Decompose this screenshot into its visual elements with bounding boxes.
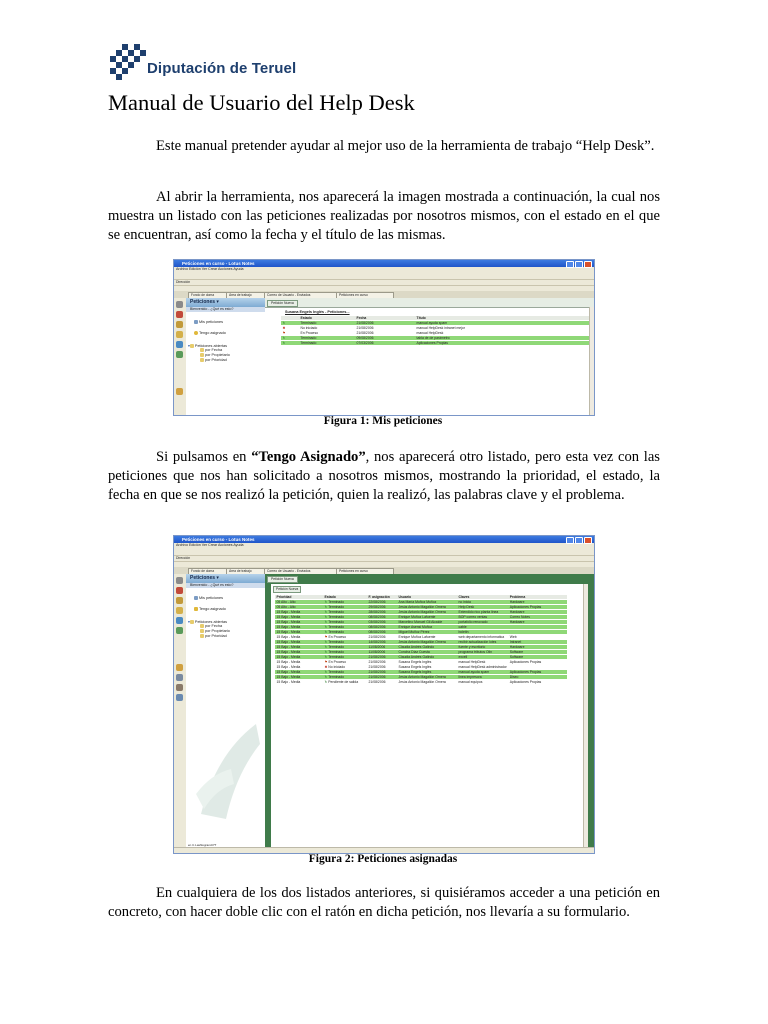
table-cell: 15 Bajo - Media (275, 615, 323, 620)
table-cell: Diseo (508, 675, 567, 680)
table-cell: 22/08/2006 (367, 600, 397, 605)
table-cell: 08/08/2006 (367, 630, 397, 635)
table-cell: 03/08/2006 (367, 620, 397, 625)
table-cell: ↻ Terminado (323, 620, 367, 625)
diputacion-logo-icon (108, 44, 152, 80)
nav-peticiones-abiertas: ▾ Peticiones abiertas (188, 620, 227, 624)
nav-por-propietario: por Propietario (200, 629, 230, 633)
database-icon (176, 684, 183, 691)
window-title: Peticiones en curso - Lotus Notes (174, 536, 594, 543)
table-cell: Aplicaciones Propias (508, 680, 567, 685)
tab-area-trabajo: Área de trabajo (226, 292, 266, 299)
table-cell: excell (457, 655, 508, 660)
table-cell: manual HelpDesk intranet mejor (415, 326, 593, 331)
background-decoration-icon (196, 714, 262, 824)
paragraph-double-click: En cualquiera de los dos listados anteriores, si quisiéramos acceder a una petición en concreto, con hacer doble clic con el ratón en dicha petición, nos llevaría a su formulario. (108, 885, 660, 920)
column-header: Prioridad (275, 595, 323, 600)
column-header: F. asignación (367, 595, 397, 600)
table-cell: 05 Alto - Alto (275, 600, 323, 605)
table-cell: recibir actualización lotes (457, 640, 508, 645)
table-cell: 05 Alto - Alto (275, 605, 323, 610)
finished-icon: ↻ (324, 630, 329, 634)
column-header: Fecha (355, 316, 415, 321)
todo-icon (176, 617, 183, 624)
folder-icon (190, 344, 194, 348)
table-cell: 21/08/2006 (355, 326, 415, 331)
folder-icon (200, 348, 204, 352)
finished-icon: ↻ (324, 645, 329, 649)
paragraph-tengo-asignado: Si pulsamos en “Tengo Asignado”, nos aparecerá otro listado, pero esta vez con las peticiones que nos han solicitado a nosotros mismos, mostrando la prioridad, el estado, la fecha en que se nos realizó la petición, quien la realizó, las palabras clave y el problema. (108, 449, 660, 503)
table-cell: Ana María Muñoz Muñoz (397, 600, 457, 605)
column-header: Problema (508, 595, 567, 600)
contacts-icon (176, 331, 183, 338)
nav-por-propietario: por Propietario (200, 353, 230, 357)
table-cell: Miguel Muñoz Pérez (397, 630, 457, 635)
tab-correo: Correo de Usuario - Enviados (264, 568, 338, 575)
home-icon (176, 301, 183, 308)
not-started-icon: ✖ (324, 665, 329, 669)
table-cell: cable (457, 625, 508, 630)
table-cell: 15 Bajo - Media (275, 670, 323, 675)
finished-icon: ↻ (324, 605, 329, 609)
todo-icon (176, 341, 183, 348)
table-cell: Hardware (508, 600, 567, 605)
table-cell: Web (508, 635, 567, 640)
in-progress-icon: ⚑ (324, 635, 329, 639)
tab-fondo: Fondo de doma (188, 568, 228, 575)
table-cell: 15 Bajo - Media (275, 660, 323, 665)
address-bar: Dirección (174, 555, 594, 562)
folder-icon (200, 629, 204, 633)
table-cell: ⚑ En Proceso (323, 635, 367, 640)
table-row[interactable] (275, 680, 567, 685)
panel-title: Peticiones ▾ (186, 298, 265, 307)
table-cell: boletin (457, 630, 508, 635)
home-icon (176, 577, 183, 584)
nav-tengo-asignado: Tengo asignado (194, 331, 226, 335)
table-cell: 21/08/2006 (367, 655, 397, 660)
vertical-scrollbar (589, 307, 594, 415)
table-cell: ↻ Terminado (323, 630, 367, 635)
table-cell: 21/08/2006 (367, 675, 397, 680)
nav-por-fecha: por Fecha (200, 348, 222, 352)
nav-mis-peticiones: Mis peticiones (194, 596, 223, 600)
table-cell: Enrique Muñoz Lafuente (397, 615, 457, 620)
favorites-icon (176, 664, 183, 671)
table-cell: 15 Bajo - Media (275, 635, 323, 640)
table-cell: Concha Díaz Cuesta (397, 650, 457, 655)
table-cell: Susana Engels Inglés (397, 660, 457, 665)
new-request-button: Petición Nueva (267, 576, 298, 583)
nav-por-fecha: por Fecha (200, 624, 222, 628)
folder-icon (190, 620, 194, 624)
table-cell: ↻ Terminado (323, 610, 367, 615)
column-header: Usuario (397, 595, 457, 600)
finished-icon: ↻ (281, 321, 299, 326)
menu-bar: Archivo Edición Ver Crear Acciones Ayuda (176, 267, 244, 271)
panel-welcome: Bienvenido - ¿Qué es esto? (186, 583, 265, 588)
table-cell: 15 Bajo - Media (275, 630, 323, 635)
table-cell: Claudia Andrés Galindo (397, 645, 457, 650)
calendar-icon (176, 321, 183, 328)
table-cell: Help Desk (457, 605, 508, 610)
table-cell: Aplicaciones Propias (508, 670, 567, 675)
new-request-button: Petición Nueva (267, 300, 298, 307)
table-cell: ↻ Terminado (323, 615, 367, 620)
table-cell: 21/08/2006 (367, 680, 397, 685)
table-cell: 08/08/2006 (367, 625, 397, 630)
table-cell: En Proceso (299, 331, 355, 336)
table-cell: 15 Bajo - Media (275, 680, 323, 685)
table-cell: Jesús Antonio Magallón Ornera (397, 640, 457, 645)
table-cell: Susana Engels Inglés (397, 670, 457, 675)
nav-por-prioridad: por Prioridad (200, 634, 227, 638)
table-cell: Software (508, 650, 567, 655)
table-cell: Software (508, 655, 567, 660)
table-cell: Enrique Muñoz Lafuente (397, 635, 457, 640)
table-cell: 15 Bajo - Media (275, 620, 323, 625)
calendar-icon (176, 597, 183, 604)
column-header: Estado (299, 316, 355, 321)
table-cell: Extendido rico planta linea (457, 610, 508, 615)
finished-icon: ↻ (324, 620, 329, 624)
finished-icon: ↻ (324, 670, 329, 674)
table-cell: Terminado (299, 341, 355, 346)
mail-icon (176, 587, 183, 594)
panel-title: Peticiones ▾ (186, 574, 265, 583)
table-cell: ↻ Terminado (323, 605, 367, 610)
finished-icon: ↻ (281, 341, 299, 346)
table-cell: Aplicaciones Propias (508, 605, 567, 610)
finished-icon: ↻ (324, 655, 329, 659)
table-cell: Hardware (508, 645, 567, 650)
finished-icon: ↻ (324, 615, 329, 619)
table-cell: Jesús Antonio Magallón Ornera (397, 605, 457, 610)
finished-icon: ↻ (324, 610, 329, 614)
table-cell: 07/03/2006 (355, 341, 415, 346)
folder-icon (200, 358, 204, 362)
table-cell: 15 Bajo - Media (275, 650, 323, 655)
column-header: Estado (323, 595, 367, 600)
table-cell: manual HelpDesk (457, 660, 508, 665)
figure-1-caption: Figura 1: Mis peticiones (323, 415, 443, 427)
window-controls (566, 537, 592, 542)
location-status: en C.Lashlogrand.PT (188, 843, 217, 847)
finished-icon: ↻ (324, 640, 329, 644)
table-cell: Intranet (508, 640, 567, 645)
table-cell: tabla de de parámetro (415, 336, 593, 341)
table-cell: BOP correo ventas (457, 615, 508, 620)
table-cell: Jesús Antonio Magallón Ornera (397, 680, 457, 685)
list-user-heading: Susana Engels Inglés - Peticiones... (285, 310, 350, 314)
table-cell: No iniciado (299, 326, 355, 331)
finished-icon: ↻ (324, 625, 329, 629)
table-cell: 28/08/2006 (367, 610, 397, 615)
contacts-icon (176, 607, 183, 614)
bookmark-icon (176, 674, 183, 681)
table-cell: manual HelpDesk administrador (458, 665, 507, 669)
table-cell: no inicia (457, 600, 508, 605)
favorites-icon (176, 388, 183, 395)
table-cell: Claudia Andrés Galindo (397, 655, 457, 660)
logo-text: Diputación de Teruel (147, 60, 297, 77)
not-started-icon: ✖ (281, 326, 299, 331)
panel-welcome: Bienvenido - ¿Qué es esto? (186, 307, 265, 312)
finished-icon: ↻ (324, 650, 329, 654)
table-cell: ↻ Terminado (323, 625, 367, 630)
table-cell: Enrique Asensi Muñoz (397, 625, 457, 630)
tab-correo: Correo de Usuario - Enviados (264, 292, 338, 299)
navigation-panel (186, 574, 266, 848)
table-cell: 14/08/2006 (367, 640, 397, 645)
table-cell: manual equipos (457, 680, 508, 685)
table-cell: Hardware (508, 620, 567, 625)
table-cell: 21/08/2006 (355, 321, 415, 326)
address-bar: Dirección (174, 279, 594, 286)
nav-por-prioridad: por Prioridad (200, 358, 227, 362)
workspace-icon (176, 694, 183, 701)
table-cell: manual ayuda spam (457, 670, 508, 675)
table-cell: 15 Bajo - Media (275, 610, 323, 615)
folder-icon (194, 596, 198, 600)
table-cell: ↻ Terminado (323, 675, 367, 680)
table-cell: 08/08/2006 (367, 615, 397, 620)
folder-icon (194, 320, 198, 324)
table-cell: 15 Bajo - Media (275, 665, 323, 670)
table-cell: linea impresora (457, 675, 508, 680)
table-cell: 15 Bajo - Media (275, 655, 323, 660)
folder-icon (200, 624, 204, 628)
finished-icon: ↻ (324, 680, 329, 684)
menu-bar: Archivo Edición Ver Crear Acciones Ayuda (176, 543, 244, 547)
table-cell: programa tributos Olin (457, 650, 508, 655)
action-bar (265, 298, 594, 308)
requests-table (281, 316, 593, 346)
action-bar (265, 574, 594, 583)
table-cell: manual HelpDesk (415, 331, 593, 336)
finished-icon: ↻ (324, 600, 329, 604)
table-cell: Correo Notes (508, 615, 567, 620)
table-cell: web departamento informatica (457, 635, 508, 640)
table-cell: 15 Bajo - Media (275, 645, 323, 650)
table-cell: ↻ Terminado (323, 640, 367, 645)
table-cell: 09/08/2006 (355, 336, 415, 341)
table-cell: 29/08/2006 (367, 605, 397, 610)
table-cell: Aplicaciones Propias (415, 341, 593, 346)
window-controls (566, 261, 592, 266)
in-progress-icon: ⚑ (324, 660, 329, 664)
navigation-panel (186, 298, 266, 415)
in-progress-icon: ⚑ (281, 331, 299, 336)
list-panel (265, 574, 594, 848)
column-header: Claves (457, 595, 508, 600)
table-cell: 11/08/2006 (367, 645, 397, 650)
vertical-scrollbar (583, 584, 588, 848)
table-cell: Susana Engels Inglés (397, 665, 457, 670)
table-cell: Jesús Antonio Magallón Ornera (397, 675, 457, 680)
figure-2-caption: Figura 2: Peticiones asignadas (308, 853, 458, 865)
table-cell: fuente y escritorio (457, 645, 508, 650)
list-panel (265, 298, 594, 415)
tab-fondo: Fondo de doma (188, 292, 228, 299)
replica-icon (176, 627, 183, 634)
list-heading: Petición Nueva (273, 586, 301, 593)
table-row[interactable] (281, 341, 593, 346)
table-cell: 11/08/2006 (367, 650, 397, 655)
table-cell: 15 Bajo - Media (275, 625, 323, 630)
table-cell: Terminado (299, 321, 355, 326)
table-cell: 21/08/2006 (367, 635, 397, 640)
user-icon (194, 331, 198, 335)
assigned-requests-table (275, 595, 567, 685)
table-cell: ↻ Terminado (323, 645, 367, 650)
figure-2-screenshot (173, 535, 595, 854)
paragraph-intro: Este manual pretender ayudar al mejor uso de la herramienta de trabajo “Help Desk”. (156, 138, 655, 154)
table-cell: 21/08/2006 (367, 665, 397, 670)
window-title: Peticiones en curso - Lotus Notes (174, 260, 594, 267)
table-cell: Aplicaciones Propias (508, 660, 567, 665)
table-cell: ↻ Terminado (323, 670, 367, 675)
table-cell: ✖ No iniciado (323, 665, 367, 670)
finished-icon: ↻ (324, 675, 329, 679)
paragraph-open-tool: Al abrir la herramienta, nos aparecerá la imagen mostrada a continuación, la cual nos muestra un listado con las peticiones realizadas por nosotros mismos, con el estado en el que se encuentran, así como la fecha y el título de las mismas. (108, 189, 660, 243)
table-cell: ↻ Terminado (323, 600, 367, 605)
table-cell: ↻ Terminado (323, 650, 367, 655)
column-header: Título (415, 316, 593, 321)
folder-icon (200, 353, 204, 357)
table-cell: 15 Bajo - Media (275, 675, 323, 680)
folder-icon (200, 634, 204, 638)
nav-tengo-asignado: Tengo asignado (194, 607, 226, 611)
mail-icon (176, 311, 183, 318)
table-cell: 21/08/2006 (367, 670, 397, 675)
figure-1-screenshot (173, 259, 595, 416)
table-cell: portafolio renovado (457, 620, 508, 625)
table-cell: 21/08/2006 (367, 660, 397, 665)
table-cell: 21/08/2006 (355, 331, 415, 336)
table-cell: Hardware (508, 610, 567, 615)
table-cell: 15 Bajo - Media (275, 640, 323, 645)
table-cell: manual ayuda spam (415, 321, 593, 326)
table-cell: ↻ Terminado (323, 655, 367, 660)
finished-icon: ↻ (281, 336, 299, 341)
tab-area-trabajo: Área de trabajo (226, 568, 266, 575)
table-cell: ↻ Pendiente de salida (323, 680, 367, 685)
table-cell: Terminado (299, 336, 355, 341)
tab-peticiones: Peticiones en curso (336, 292, 394, 299)
page-title: Manual de Usuario del Help Desk (108, 90, 415, 115)
table-cell: ⚑ En Proceso (323, 660, 367, 665)
table-cell: Jesús Antonio Magallón Ornera (397, 610, 457, 615)
nav-mis-peticiones: Mis peticiones (194, 320, 223, 324)
list-container (271, 584, 588, 848)
nav-peticiones-abiertas: ▾ Peticiones abiertas (188, 344, 227, 348)
table-cell: Marcelino Manuel Gil Alcaide (397, 620, 457, 625)
tab-peticiones: Peticiones en curso (336, 568, 394, 575)
replica-icon (176, 351, 183, 358)
user-icon (194, 607, 198, 611)
